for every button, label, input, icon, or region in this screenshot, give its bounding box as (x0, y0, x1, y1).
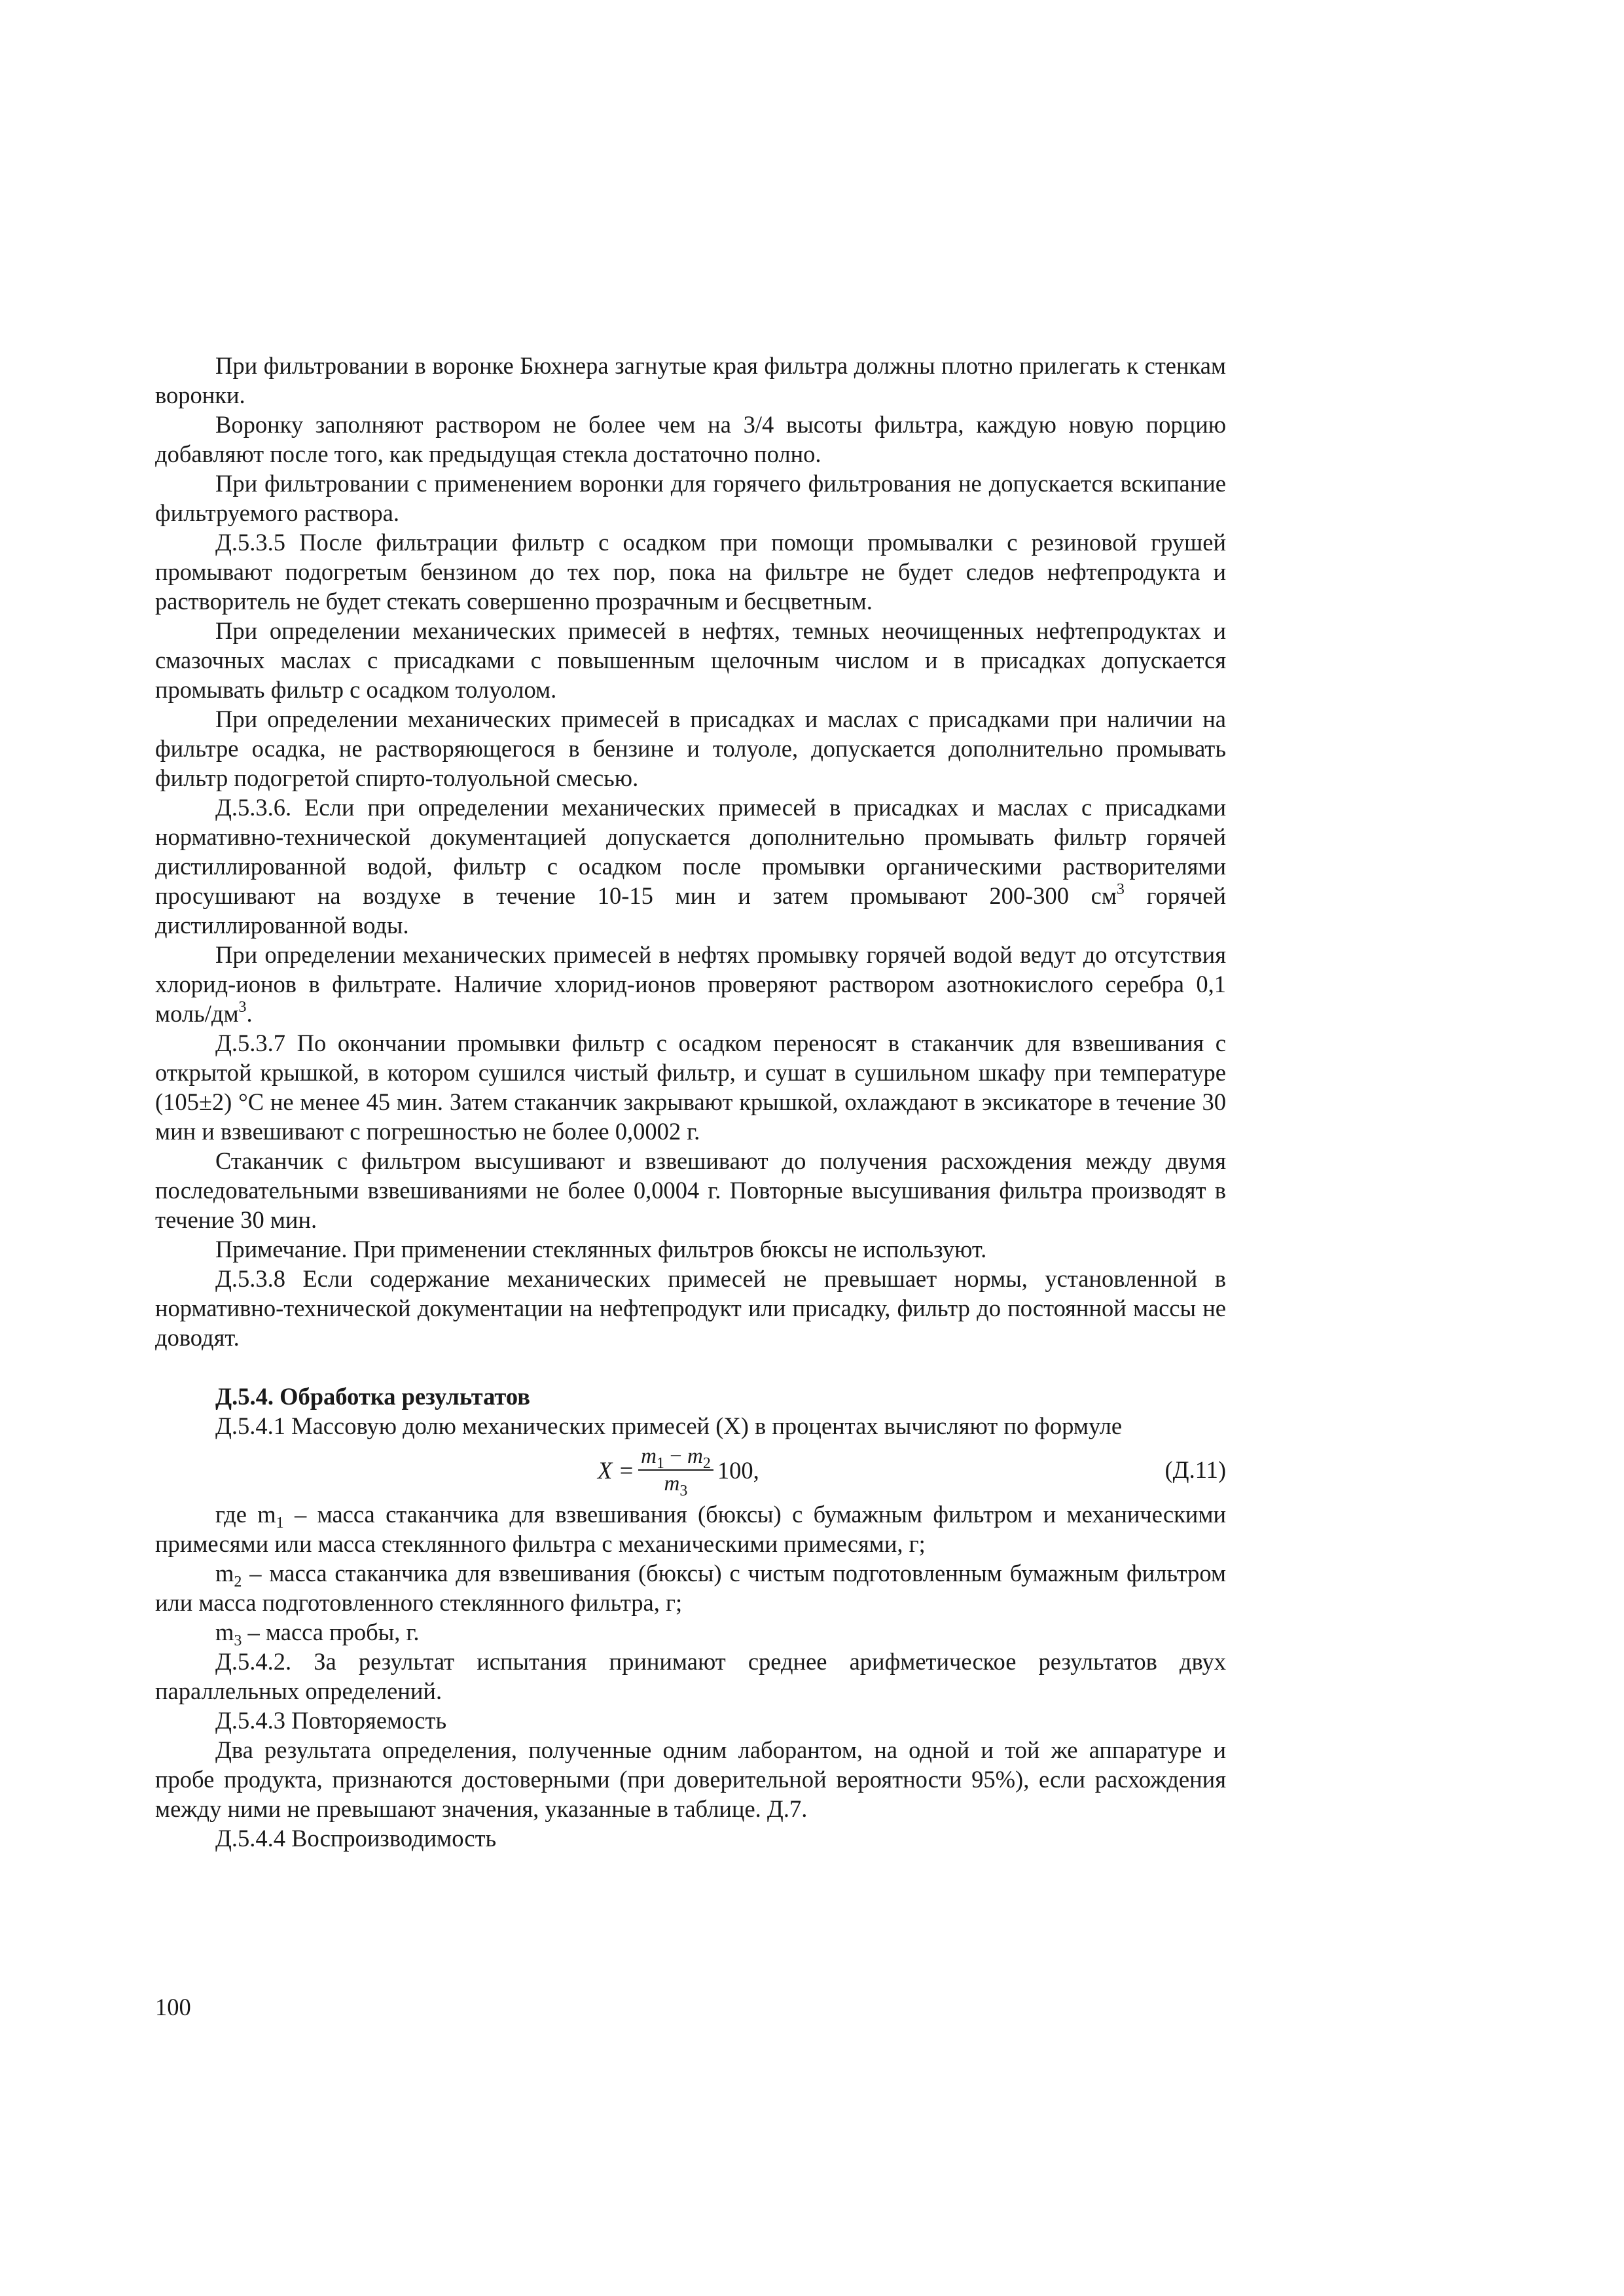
paragraph-funnel-filling: Воронку заполняют раствором не более чем на 3/4 высоты фильтра, каждую новую порцию добавляют после того, как предыдущая стекла достаточно полно. (155, 411, 1226, 467)
formula-factor: 100, (717, 1456, 759, 1484)
definition-m1-text: – масса стаканчика для взвешивания (бюксы) с бумажным фильтром и механическими примесями или масса стеклянного фильтра с механическими примесями, г; (155, 1501, 1226, 1557)
formula-expression (598, 1441, 759, 1499)
paragraph-alcohol-toluene-washing: При определении механических примесей в присадках и маслах с присадками при наличии на фильтре осадка, не растворяющегося в бензине и толуоле, допускается дополнительно промывать фильтр подогретой спирто-толуольной смесью. (155, 706, 1226, 791)
paragraph-d-5-4-4-title: Д.5.4.4 Воспроизводимость (215, 1825, 497, 1852)
paragraph-repeatability: Два результата определения, полученные одним лаборантом, на одной и той же аппаратуре и пробе продукта, признаются достоверными (при доверительной вероятности 95%), если расхождения между ними не превышают значения, указанные в таблице. Д.7. (155, 1736, 1226, 1822)
formula-minus: − (664, 1444, 688, 1468)
paragraph-d-5-3-7: Д.5.3.7 По окончании промывки фильтр с осадком переносят в стаканчик для взвешивания с открытой крышкой, в котором сушился чистый фильтр, и сушат в сушильном шкафу при температуре (105±2) °С не менее 45 мин. Затем стаканчик закрывают крышкой, охлаждают в эксикаторе в течение 30 мин и взвешивают с погрешностью не более 0,0002 г. (155, 1030, 1226, 1145)
definition-m2-label: m (215, 1560, 234, 1587)
paragraph-chloride-text: При определении механических примесей в нефтях промывку горячей водой ведут до отсутствия хлорид-ионов в фильтрате. Наличие хлорид-ионов проверяют раствором азотнокислого серебра 0,1 моль/дм (155, 941, 1226, 1027)
paragraph-chloride-ions (155, 940, 1226, 1028)
definition-m2 (155, 1558, 1226, 1617)
formula-d-11 (155, 1441, 1226, 1499)
section-heading: Д.5.4. Обработка результатов (215, 1383, 530, 1410)
paragraph-d-5-3-6-text: Д.5.3.6. Если при определении механических примесей в присадках и маслах с присадками нормативно-технической документацией допускается дополнительно промывать фильтр горячей дистиллированной водой, фильтр с осадком после промывки органическими растворителями просушивают на воздухе в течение 10-15 мин и затем промывают 200-300 см (155, 794, 1226, 909)
definition-m2-text: – масса стаканчика для взвешивания (бюксы) с чистым подготовленным бумажным фильтром или масса подготовленного стеклянного фильтра, г; (155, 1560, 1226, 1616)
formula-m1-subscript: 1 (656, 1455, 664, 1472)
definition-m3-text: – масса пробы, г. (242, 1619, 420, 1645)
paragraph-d-5-3-8: Д.5.3.8 Если содержание механических примесей не превышает нормы, установленной в нормативно-технической документации на нефтепродукт или присадку, фильтр до постоянной массы не доводят. (155, 1265, 1226, 1351)
paragraph-d-5-4-3-title: Д.5.4.3 Повторяемость (215, 1707, 447, 1734)
paragraph-chloride-tail: . (246, 1000, 253, 1027)
paragraph-formula-intro: Д.5.4.1 Массовую долю механических примесей (X) в процентах вычисляют по формуле (215, 1412, 1123, 1439)
formula-numerator (638, 1443, 713, 1471)
formula-number: (Д.11) (1164, 1456, 1226, 1483)
formula-denominator (664, 1471, 688, 1497)
formula-m3-subscript: 3 (679, 1482, 688, 1499)
paragraph-d-5-3-6 (155, 793, 1226, 940)
paragraph-d-5-3-5: Д.5.3.5 После фильтрации фильтр с осадком при помощи промывалки с резиновой грушей промывают подогретым бензином до тех пор, пока на фильтре не будет следов нефтепродукта и растворитель не будет стекать совершенно прозрачным и бесцветным. (155, 529, 1226, 615)
formula-m1: m (641, 1444, 657, 1468)
formula-m3: m (664, 1472, 680, 1496)
paragraph-buchner-funnel: При фильтровании в воронке Бюхнера загнутые края фильтра должны плотно прилегать к стенкам воронки. (155, 352, 1226, 408)
definition-m3-label: m (215, 1619, 234, 1645)
definition-m3-subscript: 3 (234, 1632, 242, 1649)
definition-m1-label: где m (215, 1501, 276, 1528)
page-number: 100 (155, 1994, 191, 2020)
definition-m1 (155, 1499, 1226, 1558)
definition-m3 (155, 1617, 1226, 1647)
paragraph-hot-filtration: При фильтровании с применением воронки для горячего фильтрования не допускается вскипание фильтруемого раствора. (155, 470, 1226, 526)
definition-m2-subscript: 2 (234, 1573, 242, 1590)
formula-m2: m (687, 1444, 703, 1468)
paragraph-toluene-washing: При определении механических примесей в нефтях, темных неочищенных нефтепродуктах и смазочных маслах с присадками с повышенным щелочным числом и в присадках допускается промывать фильтр с осадком толуолом. (155, 617, 1226, 703)
formula-fraction (638, 1443, 713, 1497)
paragraph-d-5-4-2: Д.5.4.2. За результат испытания принимают среднее арифметическое результатов двух параллельных определений. (155, 1648, 1226, 1704)
document-page (155, 351, 1226, 1853)
formula-lhs: X = (598, 1456, 635, 1484)
formula-m2-subscript: 2 (702, 1455, 711, 1472)
paragraph-note: Примечание. При применении стеклянных фильтров бюксы не используют. (215, 1236, 987, 1263)
paragraph-drying-weighing: Стаканчик с фильтром высушивают и взвешивают до получения расхождения между двумя последовательными взвешиваниями не более 0,0004 г. Повторные высушивания фильтра производят в течение 30 мин. (155, 1147, 1226, 1233)
definition-m1-subscript: 1 (276, 1515, 284, 1532)
superscript-cubic: 3 (238, 999, 247, 1016)
superscript-cubic: 3 (1116, 881, 1125, 898)
paragraph-d-5-3-6-tail: горячей дистиллированной воды. (155, 882, 1226, 939)
